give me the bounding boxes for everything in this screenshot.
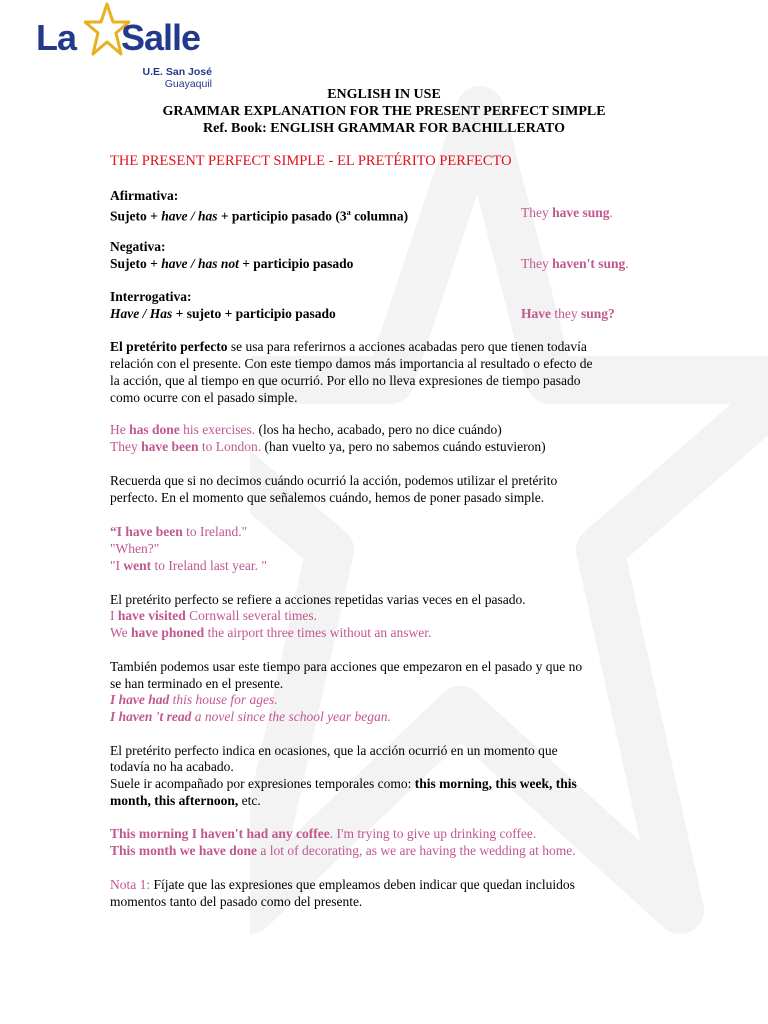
example-text: a lot of decorating, as we are having the wedding at home. [257,843,576,858]
example-text: I [110,608,118,623]
formula-part: Sujeto + [110,256,162,271]
p3-line-1: El pretérito perfecto se refiere a acciones repetidas varias veces en el pasado. [110,592,526,607]
p1-line-1 [110,338,587,355]
logo-la: La [36,17,77,58]
p5-line-4 [110,792,261,809]
school-logo [36,2,226,98]
example-this-month [110,842,576,859]
p1-line-4: como ocurre con el pasado simple. [110,390,298,405]
example-verb: went [123,558,152,573]
example-verb: I haven 't read [110,709,192,724]
p1-text: se usa para referirnos a acciones acabadas pero que tienen todavía [227,339,587,354]
example-have-been [110,438,546,455]
p4-line-1: También podemos usar este tiempo para acciones que empezaron en el pasado y que no [110,659,583,674]
example-verb: have phoned [131,625,205,640]
formula-part: + participio pasado [238,256,354,271]
example-text: They [521,205,553,220]
interrogativa-example [521,305,615,322]
example-verb: “I have been [110,524,183,539]
nota-label: Nota 1: [110,877,151,892]
formula-verb: have / has not [161,256,239,271]
nota-text: Fíjate que las expresiones que empleamos deben indicar que quedan incluidos [150,877,575,892]
example-text: to Ireland." [182,524,248,539]
dialog-line-2: "When?" [110,541,160,556]
example-text: this house for ages. [169,692,278,707]
example-text: a novel since the school year began. [191,709,391,724]
example-havent-read [110,708,391,725]
example-text: Cornwall several times. [185,608,317,623]
example-has-done [110,421,502,438]
afirmativa-formula [110,204,408,225]
p1-line-2: relación con el presente. Con este tiempo damos más importancia al resultado o efecto de [110,356,593,371]
document-header [0,86,768,137]
example-text: they [551,306,581,321]
formula-part: columna) [350,208,409,224]
example-gloss: (los ha hecho, acabado, pero no dice cuándo) [255,422,502,437]
example-text: the airport three times without an answer. [204,625,432,640]
logo-salle: Salle [121,17,201,58]
p5-line-3 [110,775,577,792]
logo-unit: U.E. San José [142,66,212,78]
example-text: to London. [198,439,262,454]
example-verb: This month we have done [110,843,258,858]
p5-text: Suele ir acompañado por expresiones temporales como: [110,776,415,791]
star-watermark [250,50,768,1010]
dialog-line-3 [110,557,267,574]
formula-part: Sujeto + [110,208,162,224]
example-have-had [110,691,278,708]
section-title: THE PRESENT PERFECT SIMPLE - EL PRETÉRITO PERFECTO [110,153,512,169]
example-verb: has done [129,422,180,437]
negativa-example [521,255,629,272]
interrogativa-label: Interrogativa: [110,289,192,304]
dialog-line-1 [110,523,247,540]
example-text: . [609,205,613,220]
example-verb: I have had [110,692,170,707]
time-expressions: this morning, this week, this [414,776,577,791]
example-text: "I [110,558,124,573]
example-text: his exercises. [179,422,256,437]
p1-line-3: la acción, que al tiempo en que ocurrió. Por ello no lleva expresiones de tiempo pasado [110,373,581,388]
example-verb: have been [141,439,199,454]
header-line-3: Ref. Book: ENGLISH GRAMMAR FOR BACHILLERATO [203,121,565,136]
example-have-visited [110,607,317,624]
example-verb: Have [521,306,551,321]
logo-city: Guayaquil [164,78,212,90]
afirmativa-label: Afirmativa: [110,188,179,203]
example-have-phoned [110,624,431,641]
header-line-1: ENGLISH IN USE [327,87,441,102]
term-bold: El pretérito perfecto [110,339,228,354]
example-text: to Ireland last year. " [151,558,267,573]
nota-line-2: momentos tanto del pasado como del presente. [110,894,363,909]
negativa-label: Negativa: [110,239,166,254]
afirmativa-example [521,204,613,221]
negativa-formula [110,255,353,272]
example-this-morning [110,825,536,842]
formula-verb: Have / Has [110,306,173,321]
example-text: . I'm trying to give up drinking coffee. [329,826,537,841]
example-gloss: (han vuelto ya, pero no sabemos cuándo estuvieron) [261,439,546,454]
example-verb: This morning I haven't had any coffee [110,826,330,841]
time-expressions: month, this afternoon, [110,793,239,808]
example-verb: sung? [581,306,615,321]
example-text: . [625,256,629,271]
p5-line-2: todavía no ha acabado. [110,759,234,774]
formula-part: + sujeto + participio pasado [172,306,336,321]
example-text: We [110,625,132,640]
nota-line-1 [110,876,575,893]
ordinal-sup: a [346,208,351,217]
example-verb: haven't sung [552,256,626,271]
example-text: They [110,439,142,454]
p4-line-2: se han terminado en el presente. [110,676,284,691]
example-text: He [110,422,130,437]
example-text: They [521,256,553,271]
p2-line-2: perfecto. En el momento que señalemos cuándo, hemos de poner pasado simple. [110,490,545,505]
formula-verb: have / has [161,208,218,224]
p5-line-1: El pretérito perfecto indica en ocasiones, que la acción ocurrió en un momento que [110,743,558,758]
p5-text: etc. [238,793,261,808]
example-verb: have visited [117,608,186,623]
header-line-2: GRAMMAR EXPLANATION FOR THE PRESENT PERFECT SIMPLE [162,104,606,119]
example-verb: have sung [552,205,610,220]
interrogativa-formula [110,305,336,322]
p2-line-1: Recuerda que si no decimos cuándo ocurrió la acción, podemos utilizar el pretérito [110,473,558,488]
formula-part: + participio pasado (3 [217,208,347,224]
